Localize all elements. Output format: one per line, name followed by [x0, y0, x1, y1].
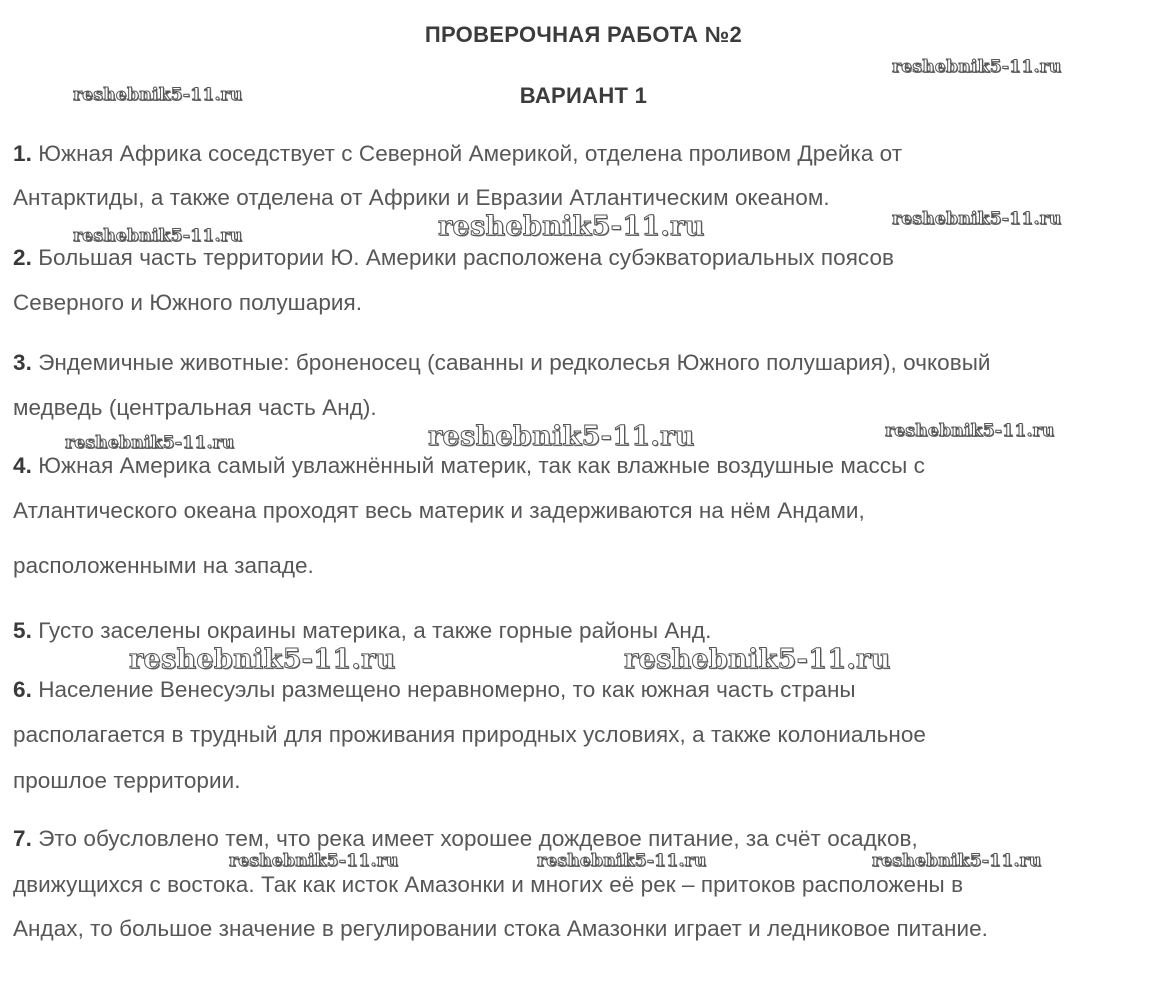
page-title: ПРОВЕРОЧНАЯ РАБОТА №2: [424, 22, 743, 47]
watermark: reshebnik5-11.ru: [129, 644, 396, 675]
watermark: reshebnik5-11.ru: [229, 851, 399, 871]
answer-3-line-2: медведь (центральная часть Анд).: [13, 395, 377, 420]
answer-7-line-2: движущихся с востока. Так как исток Амазонки и многих её рек – притоков расположены в: [13, 872, 964, 897]
answer-number: 7.: [13, 826, 32, 851]
watermark: reshebnik5-11.ru: [624, 644, 891, 675]
answer-6-line-2: располагается в трудный для проживания природных условиях, а также колониальное: [13, 722, 926, 747]
answer-1-line-2: Антарктиды, а также отделена от Африки и Евразии Атлантическим океаном.: [13, 185, 830, 210]
answer-number: 5.: [13, 618, 32, 643]
answer-text: Эндемичные животные: броненосец (саванны и редколесья Южного полушария), очковый: [38, 350, 991, 375]
answer-number: 2.: [13, 245, 32, 270]
watermark: reshebnik5-11.ru: [65, 433, 235, 453]
answer-text: Южная Америка самый увлажнённый материк, так как влажные воздушные массы с: [38, 453, 925, 478]
watermark: reshebnik5-11.ru: [892, 209, 1062, 229]
answer-4-line-3: расположенными на западе.: [13, 553, 314, 578]
watermark: reshebnik5-11.ru: [73, 85, 243, 105]
answer-text: Густо заселены окраины материка, а также горные районы Анд.: [38, 618, 712, 643]
answer-text: Южная Африка соседствует с Северной Америкой, отделена проливом Дрейка от: [38, 141, 903, 166]
answer-6-line-3: прошлое территории.: [13, 768, 241, 793]
answer-6-line-1: [13, 677, 856, 703]
watermark: reshebnik5-11.ru: [438, 211, 705, 242]
answer-5-line-1: [13, 618, 711, 644]
answer-number: 4.: [13, 453, 32, 478]
answer-3-line-1: [13, 350, 991, 376]
variant-title: ВАРИАНТ 1: [519, 83, 648, 108]
watermark: reshebnik5-11.ru: [73, 226, 243, 246]
answer-2-line-1: [13, 245, 894, 271]
watermark: reshebnik5-11.ru: [892, 57, 1062, 77]
answer-7-line-1: [13, 826, 918, 852]
answer-number: 3.: [13, 350, 32, 375]
watermark: reshebnik5-11.ru: [428, 421, 695, 452]
answer-number: 6.: [13, 677, 32, 702]
answer-2-line-2: Северного и Южного полушария.: [13, 290, 363, 315]
watermark: reshebnik5-11.ru: [872, 851, 1042, 871]
watermark: reshebnik5-11.ru: [537, 851, 707, 871]
answer-1-line-1: [13, 141, 902, 167]
answer-4-line-2: Атлантического океана проходят весь материк и задерживаются на нём Андами,: [13, 498, 865, 523]
answer-4-line-1: [13, 453, 925, 479]
answer-text: Большая часть территории Ю. Америки расположена субэкваториальных поясов: [38, 245, 895, 270]
watermark: reshebnik5-11.ru: [885, 421, 1055, 441]
answer-text: Это обусловлено тем, что река имеет хорошее дождевое питание, за счёт осадков,: [38, 826, 918, 851]
answer-number: 1.: [13, 141, 32, 166]
answer-text: Население Венесуэлы размещено неравномерно, то как южная часть страны: [38, 677, 856, 702]
answer-7-line-3: Андах, то большое значение в регулировании стока Амазонки играет и ледниковое питание.: [13, 916, 988, 941]
